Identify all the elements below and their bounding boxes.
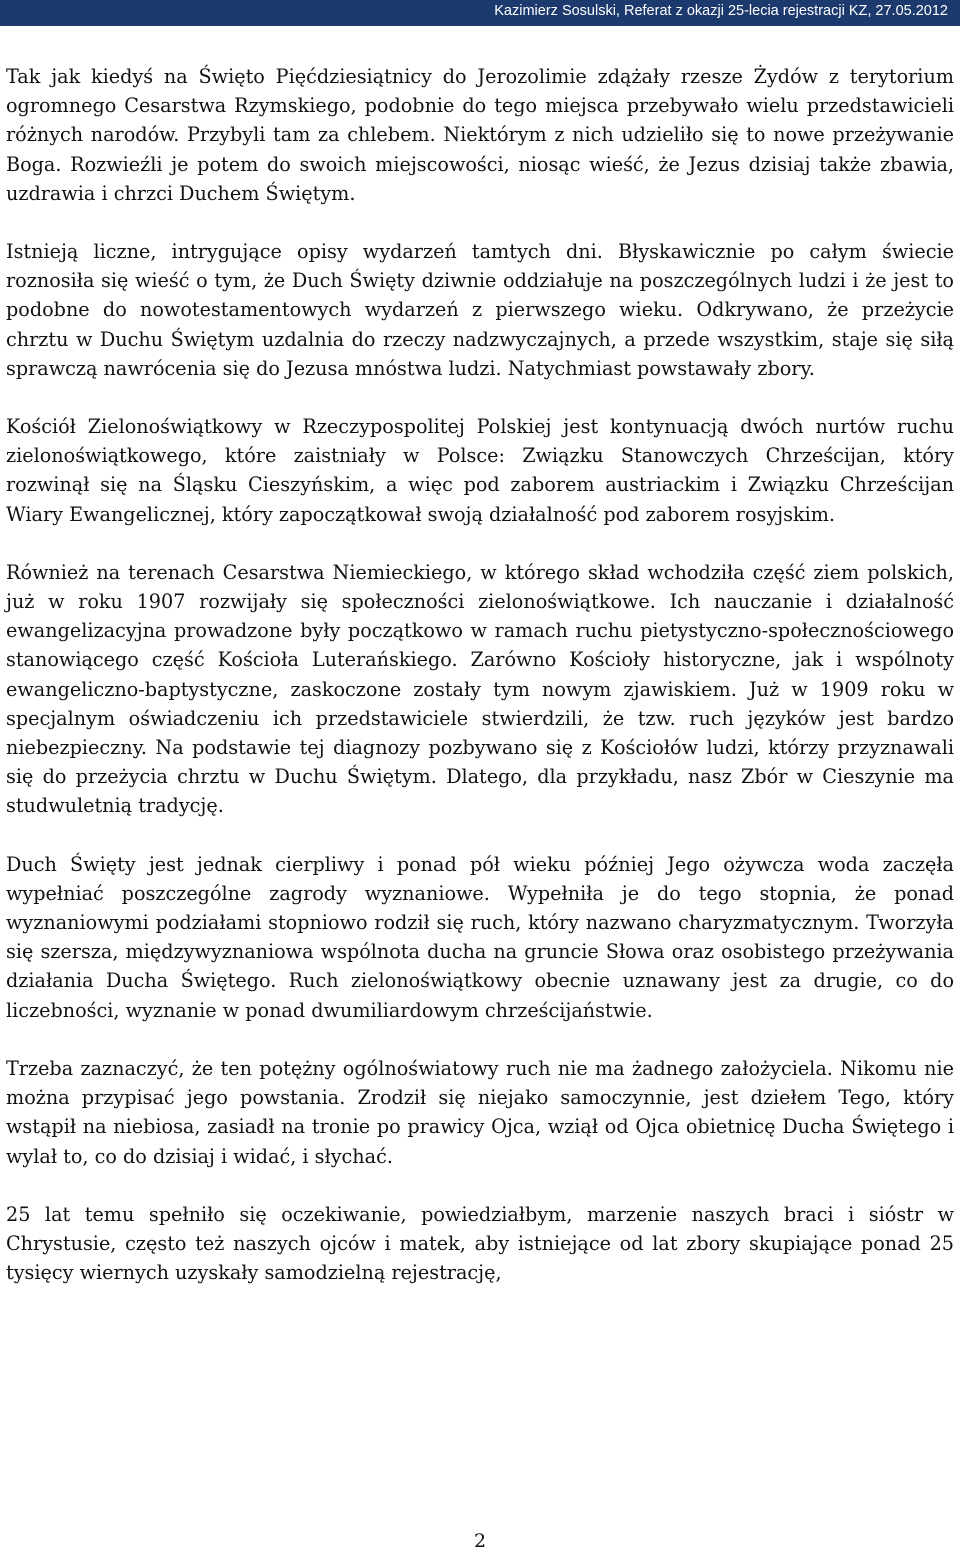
- paragraph-4: Również na terenach Cesarstwa Niemieckiego, w którego skład wchodziła część ziem polskich, już w roku 1907 rozwijały się społeczności zielonoświątkowe. Ich nauczanie i działalność ewangelizacyjna prowadzone były początkowo w ramach ruchu pietystyczno-społecznościowego stanowiącego część Kościoła Luterańskiego. Zarówno Kościoły historyczne, jak i wspólnoty ewangeliczno-baptystyczne, zaskoczone zostały tym nowym zjawiskiem. Już w 1909 roku w specjalnym oświadczeniu ich przedstawiciele stwierdzili, że tzw. ruch języków jest bardzo niebezpieczny. Na podstawie tej diagnozy pozbywano się z Kościołów ludzi, którzy przyznawali się do przeżycia chrztu w Duchu Świętym. Dlatego, dla przykładu, nasz Zbór w Cieszynie ma studwuletnią tradycję.: [6, 560, 954, 818]
- document-body: [6, 62, 954, 1316]
- paragraph-7: 25 lat temu spełniło się oczekiwanie, powiedziałbym, marzenie naszych braci i sióstr w Chrystusie, często też naszych ojców i matek, aby istniejące od lat zbory skupiające ponad 25 tysięcy wiernych uzyskały samodzielną rejestrację,: [6, 1202, 954, 1285]
- page-number: 2: [473, 1530, 487, 1552]
- header-title: Kazimierz Sosulski, Referat z okazji 25-lecia rejestracji KZ, 27.05.2012: [494, 3, 948, 19]
- paragraph-5: Duch Święty jest jednak cierpliwy i ponad pół wieku później Jego ożywcza woda zaczęła wypełniać poszczególne zagrody wyznaniowe. Wypełniła je do tego stopnia, że ponad wyznaniowymi podziałami stopniowo rodził się ruch, który nazwano charyzmatycznym. Tworzyła się szersza, międzywyznaniowa wspólnota ducha na gruncie Słowa oraz osobistego przeżywania działania Ducha Świętego. Ruch zielonoświątkowy obecnie uznawany jest za drugie, co do liczebności, wyznanie w ponad dwumiliardowym chrześcijaństwie.: [6, 852, 954, 1022]
- paragraph-1: Tak jak kiedyś na Święto Pięćdziesiątnicy do Jerozolimie zdążały rzesze Żydów z terytorium ogromnego Cesarstwa Rzymskiego, podobnie do tego miejsca przebywało wielu przedstawicieli różnych narodów. Przybyli tam za chlebem. Niektórym z nich udzieliło się to nowe przeżywanie Boga. Rozwieźli je potem do swoich miejscowości, niosąc wieść, że Jezus dzisiaj także zbawia, uzdrawia i chrzci Duchem Świętym.: [6, 65, 954, 205]
- paragraph-2: Istnieją liczne, intrygujące opisy wydarzeń tamtych dni. Błyskawicznie po całym świecie roznosiła się wieść o tym, że Duch Święty dziwnie oddziałuje na poszczególnych ludzi i że jest to podobne do nowotestamentowych wydarzeń z pierwszego wieku. Odkrywano, że przeżycie chrztu w Duchu Świętym uzdalnia do rzeczy nadzwyczajnych, a przede wszystkim, staje się siłą sprawczą nawrócenia się do Jezusa mnóstwa ludzi. Natychmiast powstawały zbory.: [6, 240, 954, 380]
- paragraph-3: Kościół Zielonoświątkowy w Rzeczypospolitej Polskiej jest kontynuacją dwóch nurtów ruchu zielonoświątkowego, które zaistniały w Polsce: Związku Stanowczych Chrześcijan, który rozwinął się na Śląsku Cieszyńskim, a więc pod zaborem austriackim i Związku Chrześcijan Wiary Ewangelicznej, który zapoczątkował swoją działalność pod zaborem rosyjskim.: [6, 415, 954, 526]
- header-bar: [0, 0, 960, 26]
- paragraph-6: Trzeba zaznaczyć, że ten potężny ogólnoświatowy ruch nie ma żadnego założyciela. Nikomu nie można przypisać jego powstania. Zrodził się niejako samoczynnie, jest dziełem Tego, który wstąpił na niebiosa, zasiadł na tronie po prawicy Ojca, wziął od Ojca obietnicę Ducha Świętego i wylał to, co do dzisiaj i widać, i słychać.: [6, 1056, 954, 1168]
